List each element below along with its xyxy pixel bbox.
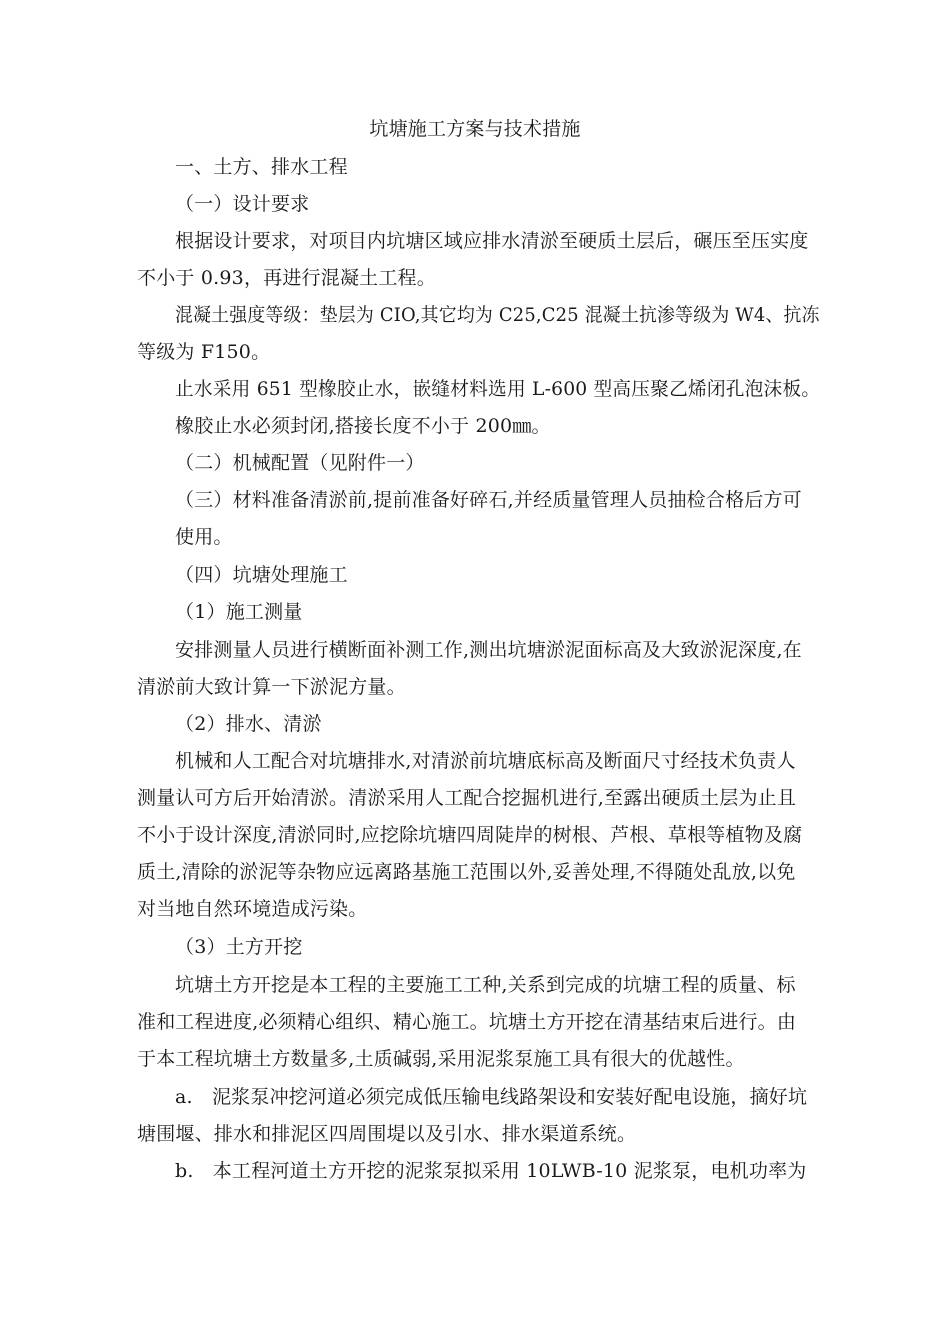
paragraph-line: 等级为 F150。 <box>137 341 271 363</box>
item-heading: （2）排水、清淤 <box>175 713 322 735</box>
list-item-line: 塘围堰、排水和排泥区四周围堤以及引水、排水渠道系统。 <box>137 1123 637 1145</box>
paragraph-line: 测量认可方后开始清淤。清淤采用人工配合挖掘机进行,至露出硬质土层为止且 <box>137 787 797 809</box>
paragraph-line: 对当地自然环境造成污染。 <box>137 898 368 920</box>
paragraph-line: 坑塘土方开挖是本工程的主要施工工种,关系到完成的坑塘工程的质量、标 <box>175 974 796 996</box>
section-heading: 一、土方、排水工程 <box>175 156 348 178</box>
paragraph-line: 机械和人工配合对坑塘排水,对清淤前坑塘底标高及断面尺寸经技术负责人 <box>175 750 796 772</box>
subsection-heading: （一）设计要求 <box>175 193 310 215</box>
list-item-line: b. 本工程河道土方开挖的泥浆泵拟采用 10LWB-10 泥浆泵，电机功率为 <box>175 1160 807 1182</box>
list-item-line: a. 泥浆泵冲挖河道必须完成低压输电线路架设和安装好配电设施，摘好坑 <box>175 1086 808 1108</box>
paragraph-line: 安排测量人员进行横断面补测工作,测出坑塘淤泥面标高及大致淤泥深度,在 <box>175 639 802 661</box>
subsection-heading: （四）坑塘处理施工 <box>175 564 348 586</box>
paragraph-line: 使用。 <box>175 526 233 548</box>
paragraph-line: 混凝土强度等级：垫层为 CIO,其它均为 C25,C25 混凝土抗渗等级为 W4、抗冻 <box>175 304 820 326</box>
paragraph-line: 不小于设计深度,清淤同时,应挖除坑塘四周陡岸的树根、芦根、草根等植物及腐 <box>137 824 803 846</box>
paragraph-line: （三）材料准备清淤前,提前准备好碎石,并经质量管理人员抽检合格后方可 <box>175 489 802 511</box>
paragraph-line: 准和工程进度,必须精心组织、精心施工。坑塘土方开挖在清基结束后进行。由 <box>137 1011 797 1033</box>
subsection-heading: （二）机械配置（见附件一） <box>175 452 425 474</box>
paragraph-line: 不小于 0.93，再进行混凝土工程。 <box>137 267 436 289</box>
item-heading: （3）土方开挖 <box>175 936 303 958</box>
document-title: 坑塘施工方案与技术措施 <box>369 118 581 140</box>
paragraph-line: 于本工程坑塘土方数量多,土质碱弱,采用泥浆泵施工具有很大的优越性。 <box>137 1048 745 1070</box>
paragraph-line: 止水采用 651 型橡胶止水，嵌缝材料选用 L-600 型高压聚乙烯闭孔泡沫板。 <box>175 378 821 400</box>
paragraph-line: 根据设计要求，对项目内坑塘区域应排水清淤至硬质土层后，碾压至压实度 <box>175 230 809 252</box>
paragraph-line: 质土,清除的淤泥等杂物应远离路基施工范围以外,妥善处理,不得随处乱放,以免 <box>137 861 796 883</box>
paragraph-line: 清淤前大致计算一下淤泥方量。 <box>137 676 406 698</box>
paragraph-line: 橡胶止水必须封闭,搭接长度不小于 200㎜。 <box>175 415 551 437</box>
item-heading: （1）施工测量 <box>175 601 303 623</box>
